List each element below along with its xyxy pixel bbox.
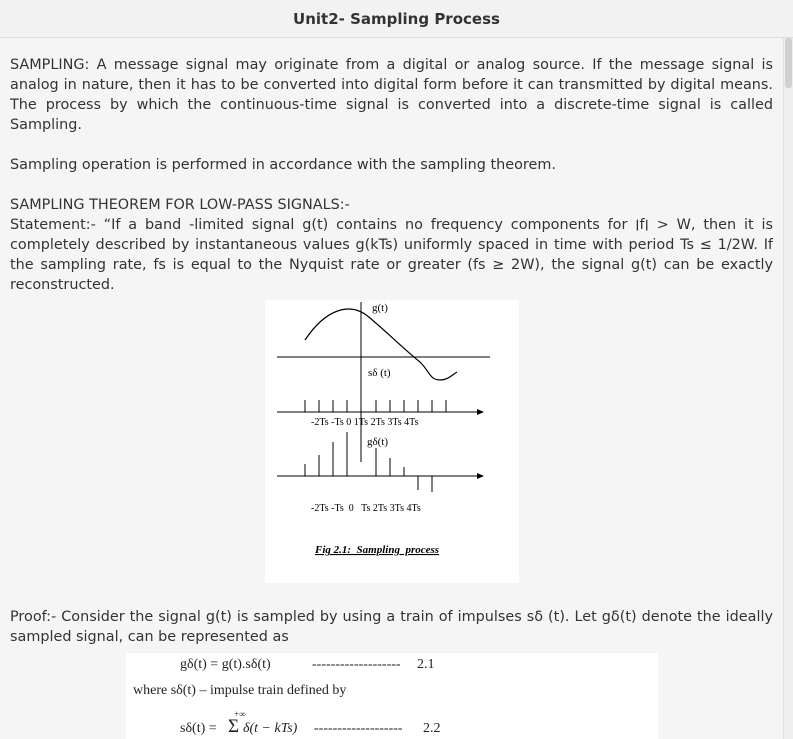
sampling-definition: SAMPLING: A message signal may originate from a digital or analog source. If the message signal is analog in nature, then it has to be converted into digital form before it can transmitted by digital means. The process by which the continuous-time signal is converted into a discrete-time signal is called Sampling. [10,57,773,133]
equation-2-1: gδ(t) = g(t).sδ(t) [180,657,271,672]
equation-2-2-lhs: sδ(t) = [180,721,217,736]
where-clause: where sδ(t) – impulse train defined by [133,683,347,698]
proof-text: Proof:- Consider the signal g(t) is sampled by using a train of impulses sδ (t). Let gδ(t) denote the ideally sampled signal, can be represented as [10,609,773,645]
figure-caption: Fig 2.1: Sampling process [315,544,440,556]
equation-2-2-dashes: ------------------- [314,721,403,736]
theorem-heading: SAMPLING THEOREM FOR LOW-PASS SIGNALS:- [10,197,350,213]
g-label: g(t) [372,302,388,314]
sampling-operation-text: Sampling operation is performed in accordance with the sampling theorem. [10,157,556,173]
gs-label: gδ(t) [367,436,389,448]
sampled-tick-labels: -2Ts -Ts 0 Ts 2Ts 3Ts 4Ts [311,503,421,514]
s-label: sδ (t) [368,367,391,379]
theorem-statement: Statement:- “If a band -limited signal g(t) contains no frequency components for ׀f׀ > W, then it is completely described by instantaneous values g(kTs) uniformly spaced in time with period Ts ≤ 1/2W. If the sampling rate, fs is equal to the Nyquist rate or greater (fs ≥ 2W), the signal g(t) can be exactly reconstructed. [10,217,774,293]
equations-box [126,653,658,739]
equation-2-1-dashes: ------------------- [312,657,401,672]
impulse-axis-arrow [477,409,484,415]
equation-2-1-number: 2.1 [417,657,435,672]
impulse-tick-labels: -2Ts -Ts 0 1Ts 2Ts 3Ts 4Ts [311,417,419,428]
equation-2-2-number: 2.2 [423,721,441,736]
sampled-axis-arrow [477,473,484,479]
scrollbar-thumb[interactable] [785,38,792,88]
page-title: Unit2- Sampling Process [293,9,500,28]
page-header [0,0,793,38]
sampling-process-figure [265,300,519,583]
sampling-diagram [265,300,519,583]
sum-upper-limit: +∞ [234,709,246,719]
equation-2-2-term: δ(t − kTs) [243,721,298,736]
sum-symbol: Σ [228,716,240,737]
impulse-train [305,400,446,412]
vertical-scrollbar[interactable] [783,38,793,739]
